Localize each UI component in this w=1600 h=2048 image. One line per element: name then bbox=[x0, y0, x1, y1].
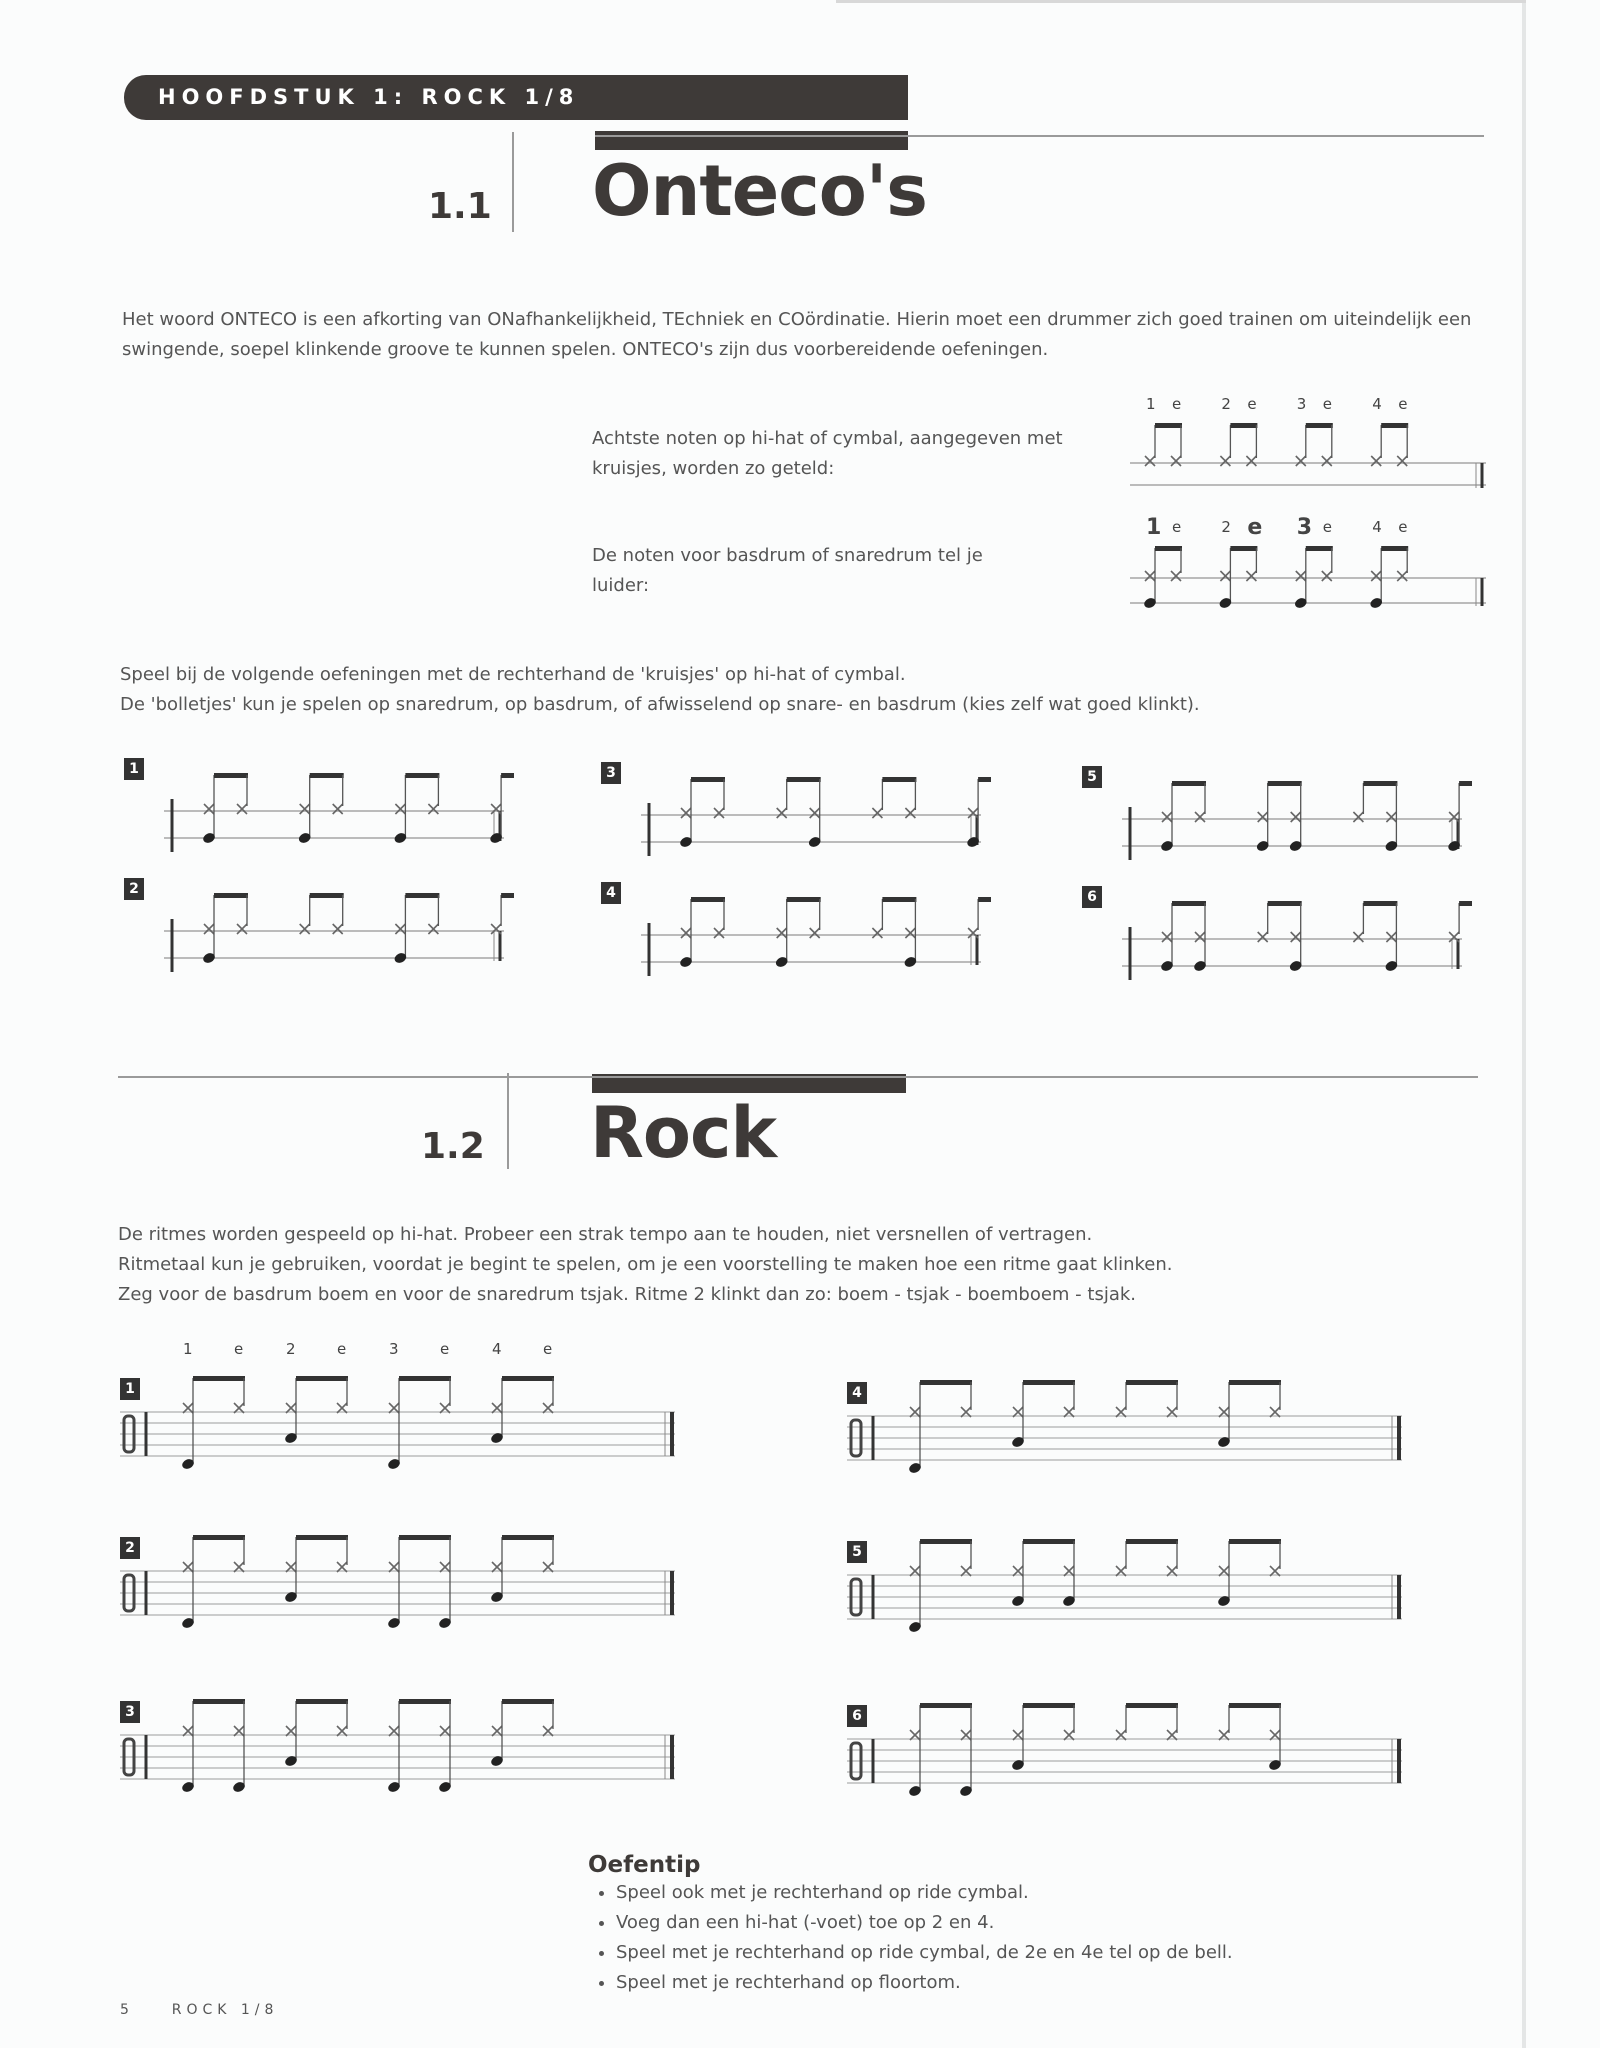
hihat-x-note bbox=[1386, 812, 1396, 822]
beam bbox=[214, 773, 248, 778]
beam bbox=[310, 773, 344, 778]
count-label: 3 bbox=[1296, 395, 1307, 413]
beam bbox=[501, 773, 514, 778]
hihat-x-note bbox=[905, 808, 915, 818]
count-label: 1 bbox=[183, 1340, 193, 1358]
beam bbox=[502, 1376, 554, 1381]
hihat-x-note bbox=[1296, 571, 1306, 581]
beam bbox=[296, 1699, 348, 1704]
beam bbox=[399, 1376, 451, 1381]
count-label: 4 bbox=[1372, 395, 1382, 413]
hihat-x-note bbox=[1258, 812, 1268, 822]
hihat-x-note bbox=[905, 928, 915, 938]
beam bbox=[405, 773, 439, 778]
hihat-x-note bbox=[1145, 571, 1155, 581]
beam bbox=[501, 893, 514, 898]
hihat-x-note bbox=[968, 928, 978, 938]
page-footer bbox=[120, 2002, 278, 2018]
count-example-accents bbox=[1130, 508, 1490, 626]
hihat-x-note bbox=[681, 808, 691, 818]
chapter-header: HOOFDSTUK 1: ROCK 1/8 bbox=[124, 75, 908, 120]
hihat-x-note bbox=[1171, 456, 1181, 466]
hihat-x-note bbox=[395, 804, 405, 814]
footer-label: ROCK 1/8 bbox=[171, 2002, 279, 2018]
count-label: e bbox=[1398, 518, 1408, 536]
beam bbox=[1126, 1703, 1178, 1708]
exercise-staff bbox=[1122, 771, 1472, 871]
beam bbox=[214, 893, 248, 898]
beam bbox=[1229, 1539, 1281, 1544]
hihat-x-note bbox=[1195, 812, 1205, 822]
hihat-x-note bbox=[204, 924, 214, 934]
rhythm-staff bbox=[120, 1529, 680, 1639]
hihat-x-note bbox=[1145, 456, 1155, 466]
beam bbox=[1155, 423, 1182, 428]
hihat-x-note bbox=[681, 928, 691, 938]
count-example-hihat bbox=[1130, 385, 1490, 500]
tip-item: • Speel met je rechterhand op ride cymbal, de 2e en 4e tel op de bell. bbox=[616, 1938, 1388, 1968]
hihat-x-note bbox=[1353, 812, 1363, 822]
rhythm-staff bbox=[847, 1533, 1407, 1643]
hihat-x-note bbox=[714, 928, 724, 938]
beam bbox=[978, 897, 991, 902]
practice-tip bbox=[588, 1852, 1388, 1998]
beam bbox=[1459, 901, 1472, 906]
hihat-x-note bbox=[204, 804, 214, 814]
count-label: 1 bbox=[1146, 395, 1156, 413]
beam bbox=[1268, 901, 1302, 906]
hihat-x-note bbox=[491, 804, 501, 814]
beam bbox=[882, 777, 916, 782]
hihat-x-note bbox=[777, 808, 787, 818]
hihat-x-note bbox=[1322, 571, 1332, 581]
section-1-2-rule bbox=[118, 1076, 1478, 1078]
onteco-intro: Het woord ONTECO is een afkorting van ONafhankelijkheid, TEchniek en COördinatie. Hierin moet een drummer zich goed trainen om uiteindelijk een swingende, soepel klinkende groove te kunnen spelen. ONTECO's zijn dus voorbereidende oefeningen. bbox=[122, 309, 1472, 360]
beam bbox=[787, 777, 821, 782]
hihat-x-note bbox=[1291, 812, 1301, 822]
tip-title: Oefentip bbox=[588, 1852, 701, 1878]
count-label: 2 bbox=[1221, 518, 1231, 536]
count-label: 3 bbox=[1296, 515, 1313, 540]
hihat-x-note bbox=[1246, 571, 1256, 581]
hihat-x-note bbox=[810, 808, 820, 818]
hihat-x-note bbox=[491, 924, 501, 934]
hihat-x-note bbox=[1449, 932, 1459, 942]
hihat-x-note bbox=[1220, 456, 1230, 466]
count-label: e bbox=[337, 1340, 347, 1358]
hihat-x-note bbox=[1171, 571, 1181, 581]
beam bbox=[691, 897, 725, 902]
beam bbox=[193, 1376, 245, 1381]
hihat-x-note bbox=[300, 924, 310, 934]
hihat-x-note bbox=[777, 928, 787, 938]
hihat-x-note bbox=[1449, 812, 1459, 822]
hihat-x-note bbox=[714, 808, 724, 818]
beam bbox=[1230, 423, 1257, 428]
beam bbox=[1229, 1703, 1281, 1708]
beam bbox=[920, 1539, 972, 1544]
count-label: e bbox=[1247, 395, 1257, 413]
exercise-staff bbox=[164, 883, 514, 983]
example2-text: De noten voor basdrum of snaredrum tel je luider: bbox=[592, 545, 983, 596]
beam bbox=[1459, 781, 1472, 786]
count-label: 3 bbox=[389, 1340, 399, 1358]
beam bbox=[1306, 423, 1333, 428]
beam bbox=[1023, 1380, 1075, 1385]
beam bbox=[1172, 901, 1206, 906]
exercise-staff bbox=[1122, 891, 1472, 991]
count-label: 2 bbox=[286, 1340, 296, 1358]
hihat-x-note bbox=[1371, 571, 1381, 581]
count-label: e bbox=[1172, 518, 1182, 536]
hihat-x-note bbox=[1386, 932, 1396, 942]
intro-line: Zeg voor de basdrum boem en voor de snaredrum tsjak. Ritme 2 klinkt dan zo: boem - tsjak - boemboem - tsjak. bbox=[118, 1284, 1137, 1305]
hihat-x-note bbox=[1397, 571, 1407, 581]
exercise-number-badge: 5 bbox=[1082, 766, 1102, 788]
beam bbox=[1229, 1380, 1281, 1385]
beam bbox=[1363, 781, 1397, 786]
page-number: 5 bbox=[120, 2002, 134, 2018]
beam bbox=[1381, 423, 1408, 428]
example1-text: Achtste noten op hi-hat of cymbal, aangegeven met kruisjes, worden zo geteld: bbox=[592, 428, 1063, 479]
beam bbox=[787, 897, 821, 902]
page-edge bbox=[1522, 0, 1526, 2048]
section-1-1-divider bbox=[512, 132, 514, 232]
tip-list bbox=[588, 1878, 1388, 1998]
count-label: e bbox=[1172, 395, 1182, 413]
intro-line: De ritmes worden gespeeld op hi-hat. Probeer een strak tempo aan te houden, niet versnellen of vertragen. bbox=[118, 1224, 1093, 1245]
hihat-x-note bbox=[237, 804, 247, 814]
section-number: 1.1 bbox=[428, 186, 492, 227]
section-1-1-bar bbox=[595, 131, 908, 150]
hihat-x-note bbox=[1371, 456, 1381, 466]
instruction-line: Speel bij de volgende oefeningen met de rechterhand de 'kruisjes' op hi-hat of cymbal. bbox=[120, 664, 906, 685]
beam bbox=[882, 897, 916, 902]
beam bbox=[1023, 1539, 1075, 1544]
count-label: e bbox=[543, 1340, 553, 1358]
beam bbox=[296, 1376, 348, 1381]
beam bbox=[502, 1535, 554, 1540]
count-label: 1 bbox=[1146, 515, 1162, 540]
rhythm-staff bbox=[120, 1340, 680, 1470]
beam bbox=[1230, 546, 1257, 551]
section-title: Onteco's bbox=[592, 150, 927, 232]
exercise-staff bbox=[641, 767, 991, 867]
rhythm-number-badge: 2 bbox=[120, 1537, 140, 1559]
count-label: 4 bbox=[492, 1340, 502, 1358]
tip-item: • Speel ook met je rechterhand op ride cymbal. bbox=[616, 1878, 1388, 1908]
hihat-x-note bbox=[1246, 456, 1256, 466]
beam bbox=[1306, 546, 1333, 551]
section-title: Rock bbox=[590, 1092, 777, 1174]
beam bbox=[193, 1535, 245, 1540]
count-label: e bbox=[1322, 395, 1333, 413]
beam bbox=[502, 1699, 554, 1704]
hihat-x-note bbox=[428, 804, 438, 814]
exercise-number-badge: 4 bbox=[601, 882, 621, 904]
hihat-x-note bbox=[968, 808, 978, 818]
exercise-number-badge: 2 bbox=[124, 878, 144, 900]
section-number: 1.2 bbox=[421, 1126, 485, 1167]
hihat-x-note bbox=[237, 924, 247, 934]
hihat-x-note bbox=[1322, 456, 1332, 466]
hihat-x-note bbox=[1291, 932, 1301, 942]
beam bbox=[405, 893, 439, 898]
beam bbox=[1155, 546, 1182, 551]
beam bbox=[1023, 1703, 1075, 1708]
rhythm-number-badge: 4 bbox=[847, 1382, 867, 1404]
tip-item: • Voeg dan een hi-hat (-voet) toe op 2 en 4. bbox=[616, 1908, 1388, 1938]
section-1-1-rule bbox=[595, 135, 1484, 137]
hihat-x-note bbox=[428, 924, 438, 934]
beam bbox=[1381, 546, 1408, 551]
beam bbox=[399, 1535, 451, 1540]
page-top-edge bbox=[836, 0, 1526, 3]
beam bbox=[978, 777, 991, 782]
hihat-x-note bbox=[333, 804, 343, 814]
rhythm-number-badge: 5 bbox=[847, 1541, 867, 1563]
exercise-staff bbox=[641, 887, 991, 987]
beam bbox=[920, 1703, 972, 1708]
exercise-number-badge: 6 bbox=[1082, 886, 1102, 908]
hihat-x-note bbox=[333, 924, 343, 934]
hihat-x-note bbox=[1195, 932, 1205, 942]
rhythm-staff bbox=[847, 1697, 1407, 1807]
beam bbox=[1126, 1539, 1178, 1544]
count-label: e bbox=[1322, 518, 1333, 536]
hihat-x-note bbox=[872, 928, 882, 938]
beam bbox=[193, 1699, 245, 1704]
beam bbox=[1172, 781, 1206, 786]
hihat-x-note bbox=[1397, 456, 1407, 466]
exercise-number-badge: 1 bbox=[124, 758, 144, 780]
count-label: 4 bbox=[1372, 518, 1382, 536]
beam bbox=[920, 1380, 972, 1385]
hihat-x-note bbox=[810, 928, 820, 938]
count-label: e bbox=[1247, 515, 1263, 540]
beam bbox=[1126, 1380, 1178, 1385]
count-label: e bbox=[1398, 395, 1408, 413]
hihat-x-note bbox=[1220, 571, 1230, 581]
intro-line: Ritmetaal kun je gebruiken, voordat je begint te spelen, om je een voorstelling te maken hoe een ritme gaat klinken. bbox=[118, 1254, 1173, 1275]
section-1-2-divider bbox=[507, 1073, 509, 1169]
hihat-x-note bbox=[300, 804, 310, 814]
beam bbox=[310, 893, 344, 898]
hihat-x-note bbox=[1162, 932, 1172, 942]
instruction-line: De 'bolletjes' kun je spelen op snaredrum, op basdrum, of afwisselend op snare- en basdrum (kies zelf wat goed klinkt). bbox=[120, 694, 1200, 715]
count-label: 2 bbox=[1221, 395, 1231, 413]
hihat-x-note bbox=[1296, 456, 1306, 466]
beam bbox=[691, 777, 725, 782]
beam bbox=[399, 1699, 451, 1704]
rhythm-number-badge: 6 bbox=[847, 1705, 867, 1727]
rhythm-number-badge: 1 bbox=[120, 1378, 140, 1400]
beam bbox=[296, 1535, 348, 1540]
exercise-instructions bbox=[120, 660, 1500, 720]
tip-item: • Speel met je rechterhand op floortom. bbox=[616, 1968, 1388, 1998]
count-label: e bbox=[440, 1340, 450, 1358]
rock-intro bbox=[118, 1220, 1518, 1310]
count-label: e bbox=[234, 1340, 244, 1358]
exercise-number-badge: 3 bbox=[601, 762, 621, 784]
rhythm-staff bbox=[847, 1374, 1407, 1484]
beam bbox=[1363, 901, 1397, 906]
rhythm-staff bbox=[120, 1693, 680, 1803]
exercise-staff bbox=[164, 763, 514, 863]
rhythm-number-badge: 3 bbox=[120, 1701, 140, 1723]
hihat-x-note bbox=[1353, 932, 1363, 942]
hihat-x-note bbox=[395, 924, 405, 934]
hihat-x-note bbox=[1162, 812, 1172, 822]
hihat-x-note bbox=[872, 808, 882, 818]
beam bbox=[1268, 781, 1302, 786]
hihat-x-note bbox=[1258, 932, 1268, 942]
